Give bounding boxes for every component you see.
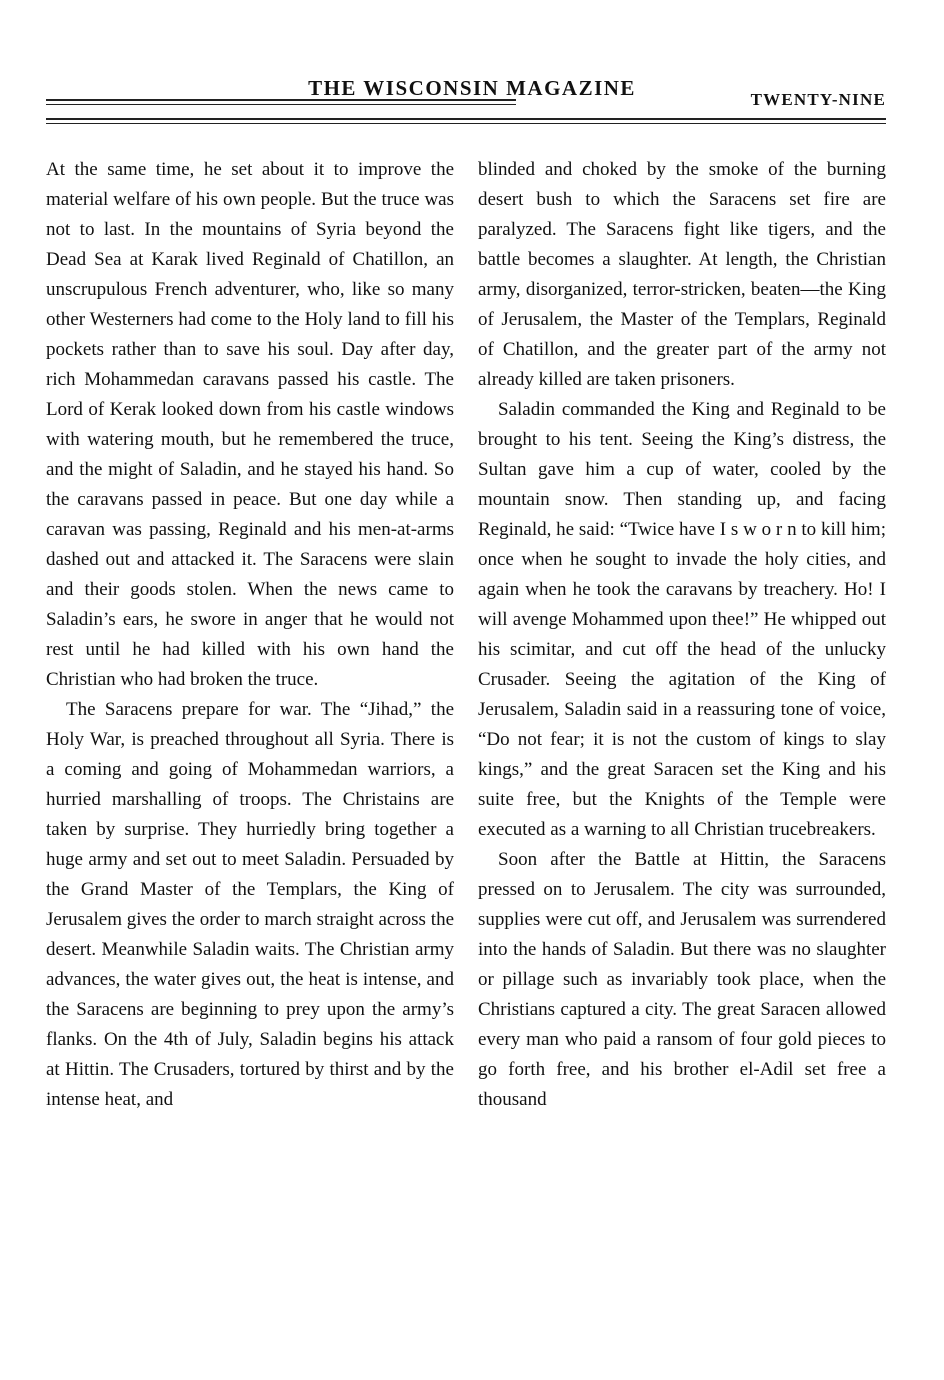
left-paragraph-1: At the same time, he set about it to improve the material welfare of his own people. But the truce was not to last. In the mountains of Syria beyond the Dead Sea at Karak lived Reginald of Chatillon, an unscrupulous French adventurer, who, like so many other Westerners had come to the Holy land to fill his pockets rather than to save his soul. Day after day, rich Mohammedan caravans passed his castle. The Lord of Kerak looked down from his castle windows with watering mouth, but he remembered the truce, and the might of Saladin, and he stayed his hand. So the caravans passed in peace. But one day while a caravan was passing, Reginald and his men-at-arms dashed out and attacked it. The Saracens were slain and their goods stolen. When the news came to Saladin’s ears, he swore in anger that he would not rest until he had killed with his own hand the Christian who had broken the truce.	[46, 159, 454, 690]
header-rule-bottom	[46, 123, 886, 124]
header-rule-top	[46, 118, 886, 120]
left-paragraph-2: The Saracens prepare for war. The “Jihad,” the Holy War, is preached throughout all Syria. There is a coming and going of Mohammedan warriors, a hurried marshalling of troops. The Christains are taken by surprise. They hurriedly bring together a huge army and set out to meet Saladin. Persuaded by the Grand Master of the Templars, the King of Jerusalem gives the order to march straight across the desert. Meanwhile Saladin waits. The Christian army advances, the water gives out, the heat is intense, and the Saracens are beginning to prey upon the army’s flanks. On the 4th of July, Saladin begins his attack at Hittin. The Crusaders, tortured by thirst and by the intense heat, and	[46, 699, 454, 1110]
magazine-title: THE WISCONSIN MAGAZINE	[308, 76, 636, 100]
header-rule-left-bottom	[46, 104, 516, 105]
right-column	[478, 155, 886, 1115]
right-paragraph-3: Soon after the Battle at Hittin, the Saracens pressed on to Jerusalem. The city was surrounded, supplies were cut off, and Jerusalem was surrendered into the hands of Saladin. But there was no slaughter or pillage such as invariably took place, when the Christians captured a city. The great Saracen allowed every man who paid a ransom of four gold pieces to go forth free, and his brother el-Adil set free a thousand	[478, 849, 886, 1110]
page-number-label: TWENTY-NINE	[750, 90, 886, 109]
left-column	[46, 155, 454, 1115]
right-paragraph-1: blinded and choked by the smoke of the burning desert bush to which the Saracens set fire are paralyzed. The Saracens fight like tigers, and the battle becomes a slaughter. At length, the Christian army, disorganized, terror-stricken, beaten—the King of Jerusalem, the Master of the Templars, Reginald of Chatillon, and the greater part of the army not already killed are taken prisoners.	[478, 159, 886, 390]
header-rule-left-top	[46, 99, 516, 101]
right-paragraph-2: Saladin commanded the King and Reginald to be brought to his tent. Seeing the King’s distress, the Sultan gave him a cup of water, cooled by the mountain snow. Then standing up, and facing Reginald, he said: “Twice have I s w o r n to kill him; once when he sought to invade the holy cities, and again when he took the caravans by treachery. Ho! I will avenge Mohammed upon thee!” He whipped out his scimitar, and cut off the head of the unlucky Crusader. Seeing the agitation of the King of Jerusalem, Saladin said in a reassuring tone of voice, “Do not fear; it is not the custom of kings to slay kings,” and the great Saracen set the King and his suite free, but the Knights of the Temple were executed as a warning to all Christian trucebreakers.	[478, 399, 886, 840]
